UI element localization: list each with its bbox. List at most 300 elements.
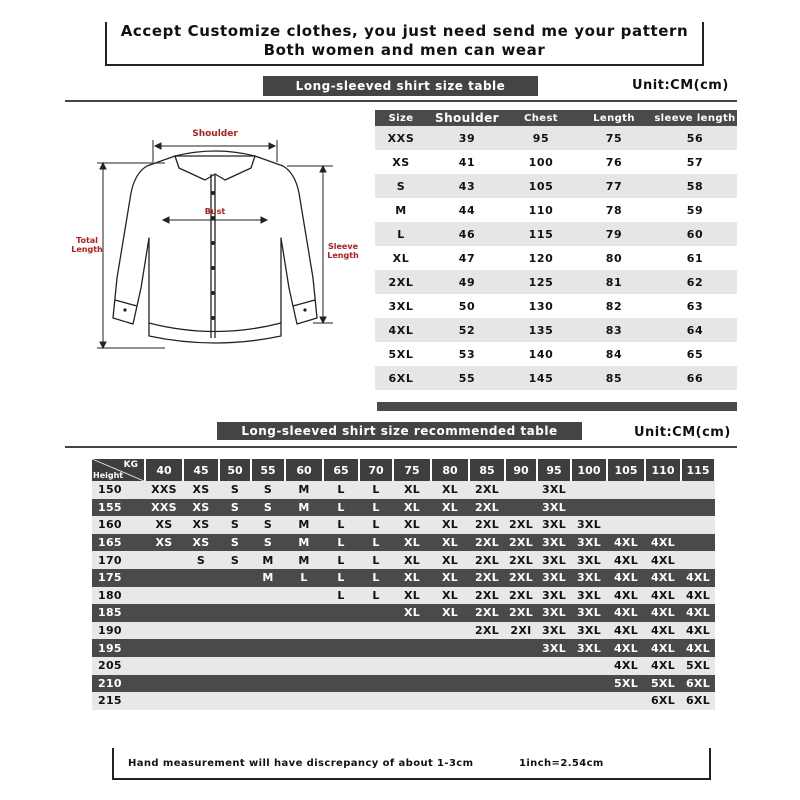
recommended-size-cell: XL — [431, 534, 469, 552]
recommended-size-cell: L — [359, 551, 393, 569]
recommended-size-cell: 4XL — [645, 587, 681, 605]
recommended-size-cell: 4XL — [645, 604, 681, 622]
recommended-size-cell — [359, 657, 393, 675]
recommended-size-cell — [285, 657, 323, 675]
recommend-table-row — [92, 534, 715, 552]
recommended-size-cell — [251, 639, 285, 657]
weight-col-header: 75 — [393, 459, 431, 481]
recommended-size-cell: 3XL — [537, 551, 571, 569]
recommended-size-cell: XL — [431, 604, 469, 622]
recommended-size-cell: L — [323, 481, 359, 499]
recommended-size-cell: XL — [431, 569, 469, 587]
weight-col-header: 80 — [431, 459, 469, 481]
recommended-size-cell — [431, 622, 469, 640]
size-table-row — [375, 294, 737, 318]
recommended-size-cell — [359, 692, 393, 710]
recommended-size-cell — [183, 639, 219, 657]
recommended-size-cell — [145, 569, 183, 587]
size-table-row — [375, 342, 737, 366]
size-label-cell: 5XL — [375, 342, 427, 366]
recommended-size-cell: S — [251, 481, 285, 499]
recommended-size-cell: XL — [393, 516, 431, 534]
recommended-size-cell — [183, 604, 219, 622]
recommended-size-cell: 5XL — [681, 657, 715, 675]
recommended-size-cell: XS — [183, 481, 219, 499]
size-value-cell: 43 — [427, 174, 507, 198]
recommended-size-cell — [323, 675, 359, 693]
size-label-cell: 2XL — [375, 270, 427, 294]
recommended-size-cell — [251, 587, 285, 605]
recommended-size-cell: 2XI — [505, 622, 537, 640]
size-value-cell: 75 — [575, 126, 653, 150]
recommended-size-cell: S — [219, 516, 251, 534]
recommended-size-cell — [393, 692, 431, 710]
weight-col-header: 60 — [285, 459, 323, 481]
recommended-size-cell: 3XL — [571, 639, 607, 657]
recommended-size-cell: S — [219, 499, 251, 517]
recommended-size-cell: 3XL — [537, 604, 571, 622]
recommended-size-cell: XL — [431, 499, 469, 517]
size-value-cell: 50 — [427, 294, 507, 318]
divider-line — [65, 446, 737, 448]
recommended-size-cell: 3XL — [571, 516, 607, 534]
weight-col-header: 85 — [469, 459, 505, 481]
size-table — [375, 110, 737, 390]
size-value-cell: 125 — [507, 270, 575, 294]
recommended-size-cell — [183, 587, 219, 605]
recommend-table-row — [92, 657, 715, 675]
weight-col-header: 50 — [219, 459, 251, 481]
recommended-size-cell — [537, 692, 571, 710]
recommended-size-cell — [219, 692, 251, 710]
recommended-size-cell: XL — [431, 587, 469, 605]
recommended-size-cell: XL — [393, 499, 431, 517]
recommended-size-cell — [359, 675, 393, 693]
recommend-table-row — [92, 587, 715, 605]
recommended-size-cell: XL — [431, 551, 469, 569]
recommended-size-cell — [393, 622, 431, 640]
recommended-size-cell — [571, 692, 607, 710]
size-value-cell: 52 — [427, 318, 507, 342]
recommended-size-cell: XL — [431, 516, 469, 534]
recommended-size-cell — [607, 692, 645, 710]
recommended-size-cell: 4XL — [645, 639, 681, 657]
height-cell: 165 — [92, 534, 145, 552]
recommended-size-cell — [285, 692, 323, 710]
recommended-size-cell: 2XL — [505, 551, 537, 569]
recommended-size-cell — [183, 675, 219, 693]
recommended-size-cell — [505, 692, 537, 710]
size-label-cell: 4XL — [375, 318, 427, 342]
recommended-size-cell: L — [359, 534, 393, 552]
recommended-size-cell — [393, 657, 431, 675]
recommend-table-row — [92, 639, 715, 657]
recommend-table-unit: Unit:CM(cm) — [634, 425, 731, 440]
recommended-size-cell: 2XL — [505, 516, 537, 534]
recommended-size-cell: 4XL — [681, 639, 715, 657]
size-table-row — [375, 126, 737, 150]
shirt-illustration — [65, 118, 365, 358]
size-table-unit: Unit:CM(cm) — [632, 78, 729, 93]
weight-col-header: 105 — [607, 459, 645, 481]
size-value-cell: 83 — [575, 318, 653, 342]
recommended-size-cell — [219, 657, 251, 675]
height-cell: 210 — [92, 675, 145, 693]
size-value-cell: 59 — [653, 198, 737, 222]
recommended-size-cell: 3XL — [537, 569, 571, 587]
recommended-size-cell: 5XL — [607, 675, 645, 693]
size-label-cell: M — [375, 198, 427, 222]
recommend-table-row — [92, 551, 715, 569]
recommended-size-cell — [505, 639, 537, 657]
recommended-size-cell — [183, 692, 219, 710]
size-value-cell: 110 — [507, 198, 575, 222]
corner-height-label: Height — [93, 471, 124, 480]
size-col-header: Chest — [507, 110, 575, 126]
recommended-size-cell: 4XL — [645, 534, 681, 552]
size-table-row — [375, 318, 737, 342]
height-cell: 175 — [92, 569, 145, 587]
recommended-size-cell: XL — [393, 569, 431, 587]
recommend-table — [92, 459, 716, 710]
recommended-size-cell — [571, 675, 607, 693]
recommended-size-cell: 3XL — [537, 622, 571, 640]
recommended-size-cell: M — [285, 516, 323, 534]
recommended-size-cell — [645, 481, 681, 499]
recommended-size-cell: L — [323, 551, 359, 569]
weight-col-header: 65 — [323, 459, 359, 481]
header-line-2: Both women and men can wear — [263, 41, 546, 59]
recommend-table-header — [92, 459, 715, 481]
recommended-size-cell: 4XL — [645, 657, 681, 675]
recommended-size-cell: 4XL — [607, 639, 645, 657]
recommended-size-cell — [251, 622, 285, 640]
recommended-size-cell — [505, 675, 537, 693]
shirt-diagram — [65, 118, 365, 358]
recommended-size-cell: L — [359, 481, 393, 499]
recommended-size-cell: 4XL — [607, 569, 645, 587]
size-value-cell: 61 — [653, 246, 737, 270]
recommended-size-cell: XL — [393, 551, 431, 569]
recommended-size-cell — [359, 604, 393, 622]
recommended-size-cell — [323, 639, 359, 657]
recommended-size-cell: XL — [393, 604, 431, 622]
weight-col-header: 90 — [505, 459, 537, 481]
recommended-size-cell: 2XL — [469, 516, 505, 534]
size-table-row — [375, 366, 737, 390]
bust-label: Bust — [204, 207, 226, 216]
recommended-size-cell: 4XL — [607, 587, 645, 605]
recommended-size-cell: 4XL — [645, 622, 681, 640]
size-col-header: Length — [575, 110, 653, 126]
recommended-size-cell: L — [285, 569, 323, 587]
recommended-size-cell: 3XL — [571, 534, 607, 552]
weight-col-header: 40 — [145, 459, 183, 481]
size-value-cell: 115 — [507, 222, 575, 246]
recommend-table-row — [92, 604, 715, 622]
height-cell: 215 — [92, 692, 145, 710]
recommended-size-cell: 2XL — [469, 499, 505, 517]
recommended-size-cell — [431, 675, 469, 693]
size-label-cell: 3XL — [375, 294, 427, 318]
recommended-size-cell — [607, 499, 645, 517]
size-value-cell: 55 — [427, 366, 507, 390]
size-table-row — [375, 222, 737, 246]
size-value-cell: 95 — [507, 126, 575, 150]
recommended-size-cell: XL — [393, 534, 431, 552]
recommended-size-cell: 2XL — [469, 534, 505, 552]
size-value-cell: 130 — [507, 294, 575, 318]
size-table-row — [375, 246, 737, 270]
size-value-cell: 62 — [653, 270, 737, 294]
recommended-size-cell: L — [359, 499, 393, 517]
shoulder-label: Shoulder — [192, 129, 238, 139]
recommended-size-cell — [681, 516, 715, 534]
size-table-title: Long-sleeved shirt size table — [263, 76, 538, 96]
recommended-size-cell — [145, 639, 183, 657]
recommend-table-row — [92, 675, 715, 693]
size-col-header: Size — [375, 110, 427, 126]
recommended-size-cell: 2XL — [469, 604, 505, 622]
recommended-size-cell — [469, 692, 505, 710]
size-value-cell: 81 — [575, 270, 653, 294]
size-value-cell: 135 — [507, 318, 575, 342]
recommended-size-cell — [285, 622, 323, 640]
recommended-size-cell — [145, 675, 183, 693]
recommended-size-cell: 4XL — [681, 587, 715, 605]
recommended-size-cell: 3XL — [571, 569, 607, 587]
size-value-cell: 49 — [427, 270, 507, 294]
size-value-cell: 78 — [575, 198, 653, 222]
size-value-cell: 66 — [653, 366, 737, 390]
recommended-size-cell: L — [323, 587, 359, 605]
recommended-size-cell: 6XL — [645, 692, 681, 710]
size-label-cell: S — [375, 174, 427, 198]
weight-col-header: 55 — [251, 459, 285, 481]
recommended-size-cell: S — [219, 534, 251, 552]
size-table-row — [375, 270, 737, 294]
total-length-label: Total Length — [71, 236, 103, 254]
recommended-size-cell: M — [251, 569, 285, 587]
recommended-size-cell: 4XL — [681, 569, 715, 587]
recommended-size-cell: 4XL — [681, 622, 715, 640]
recommended-size-cell: S — [251, 499, 285, 517]
size-value-cell: 84 — [575, 342, 653, 366]
recommended-size-cell: 4XL — [645, 569, 681, 587]
recommended-size-cell: XS — [183, 499, 219, 517]
size-value-cell: 39 — [427, 126, 507, 150]
header-line-1: Accept Customize clothes, you just need send me your pattern — [120, 22, 689, 40]
size-table-header — [375, 110, 737, 126]
weight-col-header: 95 — [537, 459, 571, 481]
size-value-cell: 60 — [653, 222, 737, 246]
size-value-cell: 105 — [507, 174, 575, 198]
size-label-cell: 6XL — [375, 366, 427, 390]
recommended-size-cell — [323, 692, 359, 710]
height-cell: 185 — [92, 604, 145, 622]
size-value-cell: 140 — [507, 342, 575, 366]
inch-conversion: 1inch=2.54cm — [519, 758, 604, 769]
recommended-size-cell: L — [359, 516, 393, 534]
recommended-size-cell — [323, 604, 359, 622]
recommended-size-cell: 3XL — [537, 481, 571, 499]
recommended-size-cell: S — [219, 481, 251, 499]
recommend-table-row — [92, 481, 715, 499]
recommended-size-cell — [145, 604, 183, 622]
recommended-size-cell: S — [219, 551, 251, 569]
recommend-table-row — [92, 516, 715, 534]
recommend-table-row — [92, 692, 715, 710]
recommended-size-cell — [505, 481, 537, 499]
measurement-note: Hand measurement will have discrepancy of about 1-3cm — [128, 758, 474, 769]
recommended-size-cell — [431, 657, 469, 675]
recommended-size-cell — [285, 639, 323, 657]
recommended-size-cell: 2XL — [469, 569, 505, 587]
recommended-size-cell — [219, 675, 251, 693]
size-value-cell: 58 — [653, 174, 737, 198]
size-value-cell: 63 — [653, 294, 737, 318]
corner-cell — [92, 459, 145, 481]
recommended-size-cell: 5XL — [645, 675, 681, 693]
recommended-size-cell: 2XL — [469, 551, 505, 569]
size-value-cell: 64 — [653, 318, 737, 342]
recommended-size-cell — [469, 657, 505, 675]
height-cell: 180 — [92, 587, 145, 605]
recommended-size-cell: 4XL — [607, 622, 645, 640]
recommend-table-row — [92, 622, 715, 640]
size-table-footer-bar — [377, 402, 737, 411]
size-value-cell: 47 — [427, 246, 507, 270]
size-col-header: Shoulder — [427, 110, 507, 126]
recommended-size-cell — [219, 587, 251, 605]
recommend-table-title: Long-sleeved shirt size recommended table — [217, 422, 582, 440]
height-cell: 150 — [92, 481, 145, 499]
recommended-size-cell — [681, 534, 715, 552]
recommended-size-cell — [145, 692, 183, 710]
recommended-size-cell: L — [323, 516, 359, 534]
recommended-size-cell: L — [323, 499, 359, 517]
recommended-size-cell — [219, 622, 251, 640]
recommended-size-cell — [183, 657, 219, 675]
size-value-cell: 80 — [575, 246, 653, 270]
recommended-size-cell — [251, 604, 285, 622]
recommended-size-cell: 3XL — [537, 516, 571, 534]
recommended-size-cell — [469, 639, 505, 657]
recommended-size-cell — [219, 604, 251, 622]
size-value-cell: 77 — [575, 174, 653, 198]
recommended-size-cell: M — [285, 499, 323, 517]
size-value-cell: 57 — [653, 150, 737, 174]
recommended-size-cell — [359, 639, 393, 657]
height-cell: 190 — [92, 622, 145, 640]
size-value-cell: 79 — [575, 222, 653, 246]
size-value-cell: 46 — [427, 222, 507, 246]
weight-col-header: 115 — [681, 459, 715, 481]
recommended-size-cell — [537, 675, 571, 693]
height-cell: 170 — [92, 551, 145, 569]
recommended-size-cell: XXS — [145, 481, 183, 499]
height-cell: 155 — [92, 499, 145, 517]
recommended-size-cell: 2XL — [469, 587, 505, 605]
recommended-size-cell — [431, 692, 469, 710]
recommended-size-cell — [285, 604, 323, 622]
recommended-size-cell — [571, 481, 607, 499]
recommended-size-cell: 3XL — [571, 622, 607, 640]
recommended-size-cell: 3XL — [571, 551, 607, 569]
size-label-cell: XS — [375, 150, 427, 174]
recommended-size-cell — [251, 675, 285, 693]
size-value-cell: 65 — [653, 342, 737, 366]
recommended-size-cell — [537, 657, 571, 675]
recommended-size-cell — [145, 587, 183, 605]
recommended-size-cell — [681, 499, 715, 517]
size-label-cell: XXS — [375, 126, 427, 150]
recommended-size-cell: M — [285, 551, 323, 569]
recommended-size-cell — [251, 657, 285, 675]
recommended-size-cell — [645, 499, 681, 517]
recommended-size-cell — [431, 639, 469, 657]
recommended-size-cell — [681, 481, 715, 499]
recommended-size-cell — [219, 569, 251, 587]
recommended-size-cell: XS — [183, 534, 219, 552]
recommended-size-cell: 4XL — [681, 604, 715, 622]
height-cell: 195 — [92, 639, 145, 657]
size-value-cell: 44 — [427, 198, 507, 222]
recommended-size-cell: XS — [145, 516, 183, 534]
recommended-size-cell — [571, 499, 607, 517]
recommended-size-cell — [505, 657, 537, 675]
size-value-cell: 145 — [507, 366, 575, 390]
weight-col-header: 45 — [183, 459, 219, 481]
weight-col-header: 110 — [645, 459, 681, 481]
recommended-size-cell: XS — [145, 534, 183, 552]
recommended-size-cell: 6XL — [681, 692, 715, 710]
recommended-size-cell — [183, 622, 219, 640]
recommended-size-cell: XS — [183, 516, 219, 534]
height-cell: 160 — [92, 516, 145, 534]
recommended-size-cell: XL — [393, 481, 431, 499]
recommended-size-cell — [251, 692, 285, 710]
recommended-size-cell — [607, 481, 645, 499]
recommended-size-cell: S — [251, 534, 285, 552]
recommended-size-cell — [285, 675, 323, 693]
recommended-size-cell: L — [323, 569, 359, 587]
recommended-size-cell: XXS — [145, 499, 183, 517]
size-value-cell: 53 — [427, 342, 507, 366]
recommended-size-cell — [393, 639, 431, 657]
recommended-size-cell: 2XL — [505, 604, 537, 622]
recommended-size-cell — [145, 551, 183, 569]
recommended-size-cell: 3XL — [571, 587, 607, 605]
recommended-size-cell: M — [285, 534, 323, 552]
size-label-cell: XL — [375, 246, 427, 270]
recommended-size-cell: L — [359, 587, 393, 605]
recommended-size-cell — [285, 587, 323, 605]
recommended-size-cell: 3XL — [537, 587, 571, 605]
recommend-table-row — [92, 499, 715, 517]
sleeve-length-label: Sleeve Length — [327, 242, 359, 260]
size-value-cell: 100 — [507, 150, 575, 174]
recommended-size-cell: 3XL — [537, 499, 571, 517]
recommended-size-cell — [145, 622, 183, 640]
recommended-size-cell: 3XL — [537, 639, 571, 657]
size-value-cell: 120 — [507, 246, 575, 270]
recommended-size-cell — [645, 516, 681, 534]
recommended-size-cell — [183, 569, 219, 587]
size-table-row — [375, 150, 737, 174]
size-value-cell: 41 — [427, 150, 507, 174]
recommended-size-cell: 4XL — [607, 604, 645, 622]
